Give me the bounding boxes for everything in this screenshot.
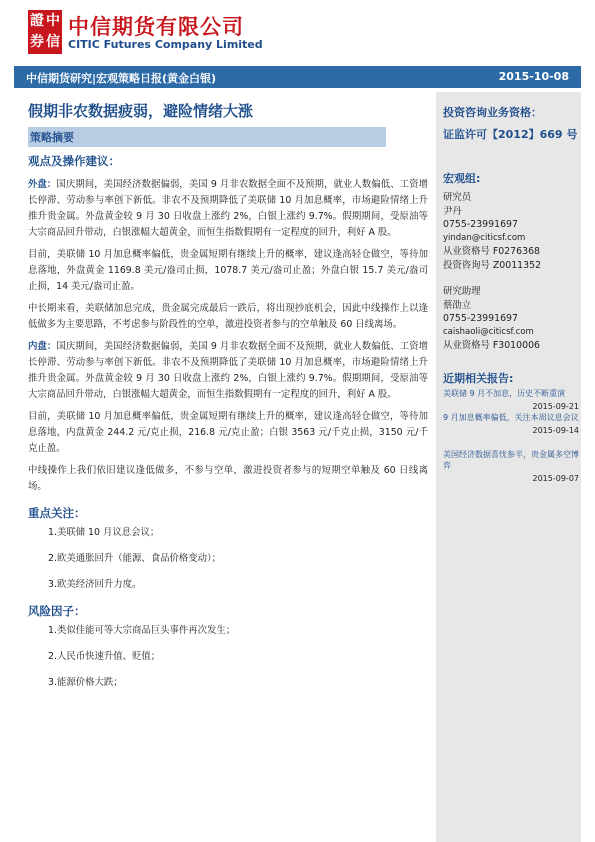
citic-logo [28,10,62,54]
focus-heading: 重点关注： [28,506,86,520]
logo-glyph: 證 [30,13,44,29]
qualification-title: 投资咨询业务资格： [443,106,542,119]
analyst-license: 从业资格号 F0276368 [443,246,541,257]
report-title[interactable]: 9 月加息概率偏低，关注本周议息会议 [443,413,579,422]
analyst-role: 研究助理 [443,286,481,297]
analyst-name: 尹丹 [443,205,462,217]
logo-glyph: 信 [46,34,60,50]
focus-item: 3.欧美经济回升力度。 [48,579,142,590]
paragraph: 目前，美联储 10 月加息概率偏低，贵金属短期有继续上升的概率，建议逢高轻仓做空，等待加息落地，外盘黄金 1169.8 美元/盎司止损，1078.7 美元/盎司止盈；外盘白银 15.7 美元/盎司止损，14 美元/盎司止盈。 [28,249,428,292]
main-content [28,100,428,701]
macro-group-title: 宏观组: [443,172,481,185]
section-strategy-summary: 策略摘要 [28,127,386,147]
analyst-license: 从业资格号 F3010006 [443,340,541,351]
analyst-email[interactable]: yindan@citicsf.com [443,232,526,243]
report-link[interactable] [443,388,579,412]
analyst-phone: 0755-23991697 [443,219,518,230]
paragraph-text: 国庆期间，美国经济数据偏弱，美国 9 月非农数据全面不及预期，就业人数偏低、工资增长停滞、劳动参与率创下新低。非农不及预期降低了美联储 10 月加息概率，市场避险情绪上升推升贵金属。外盘黄金较 9 月 30 日收盘上涨约 2%，白银上涨约 9.7%。假期期间，受原油等大宗商品回升带动，白银涨幅大超黄金，而恒生指数假期有一定程度的回升，利好 A 股。 [28,179,428,238]
report-link[interactable] [443,412,579,436]
paragraph-text: 国庆期间，美国经济数据偏弱，美国 9 月非农数据全面不及预期，就业人数偏低、工资增长停滞、劳动参与率创下新低。非农不及预期降低了美联储 10 月加息概率，市场避险情绪上升推升贵金属。外盘黄金较 9 月 30 日收盘上涨约 2%，白银上涨约 9.7%。假期期间，受原油等大宗商品回升带动，白银涨幅大超黄金，而恒生指数假期有一定程度的回升，利好 A 股。 [28,341,428,400]
risk-item: 2.人民币快速升值、贬值； [48,651,161,662]
focus-item: 1.美联储 10 月议息会议； [48,527,160,538]
report-date: 2015-10-08 [498,70,569,83]
analyst-role: 研究员 [443,192,472,203]
logo-glyph: 中 [46,13,60,29]
page-header [0,0,595,64]
paragraph: 中线操作上我们依旧建议逢低做多，不参与空单，激进投资者参与的短期空单触及 60 日线离场。 [28,465,428,492]
risk-item: 3.能源价格大跌； [48,677,123,688]
label-domestic: 内盘： [28,341,57,352]
report-title[interactable]: 美国经济数据喜忧参半，贵金属多空博弈 [443,450,579,470]
report-title[interactable]: 美联储 9 月不加息，历史不断重演 [443,389,566,398]
risk-item: 1.类似佳能可等大宗商品巨头事件再次发生； [48,625,236,636]
company-name-en: CITIC Futures Company Limited [68,38,263,51]
analyst-name: 蔡劭立 [443,299,472,311]
focus-item: 2.欧美通胀回升（能源、食品价格变动）； [48,553,222,564]
qualification-license: 证监许可【2012】669 号 [443,128,578,141]
analyst-consult-no: 投资咨询号 Z0011352 [443,259,542,271]
company-name-cn: 中信期货有限公司 [68,15,244,39]
paragraph: 目前，美联储 10 月加息概率偏低，贵金属短期有继续上升的概率，建议逢高轻仓做空，等待加息落地，内盘黄金 244.2 元/克止损，216.8 元/克止盈；白银 3563 元/千克止损，3150 元/千克止盈。 [28,411,428,454]
analyst-2 [443,285,579,353]
analyst-email[interactable]: caishaoli@citicsf.com [443,326,534,337]
logo-glyph: 券 [30,34,44,50]
paragraph: 中长期来看，美联储加息完成，贵金属完成最后一跌后，将出现抄底机会，因此中线操作上以逢低做多为主要思路，不考虑参与阶段性的空单，激进投资者参与的空单触及 60 日线离场。 [28,303,428,330]
recent-reports-title: 近期相关报告: [443,372,514,385]
paragraph-overseas [28,177,428,241]
report-date: 2015-09-21 [532,402,579,411]
report-banner [14,66,581,88]
label-overseas: 外盘： [28,179,57,190]
report-date: 2015-09-14 [532,426,579,435]
report-date: 2015-09-07 [532,474,579,483]
report-series: 中信期货研究|宏观策略日报(黄金白银) [26,72,217,85]
report-title: 假期非农数据疲弱，避险情绪大涨 [28,102,254,120]
opinion-heading: 观点及操作建议： [28,154,120,168]
risk-heading: 风险因子： [28,604,86,618]
paragraph-domestic [28,339,428,403]
analyst-phone: 0755-23991697 [443,313,518,324]
analyst-1 [443,191,579,272]
report-link[interactable] [443,449,579,484]
